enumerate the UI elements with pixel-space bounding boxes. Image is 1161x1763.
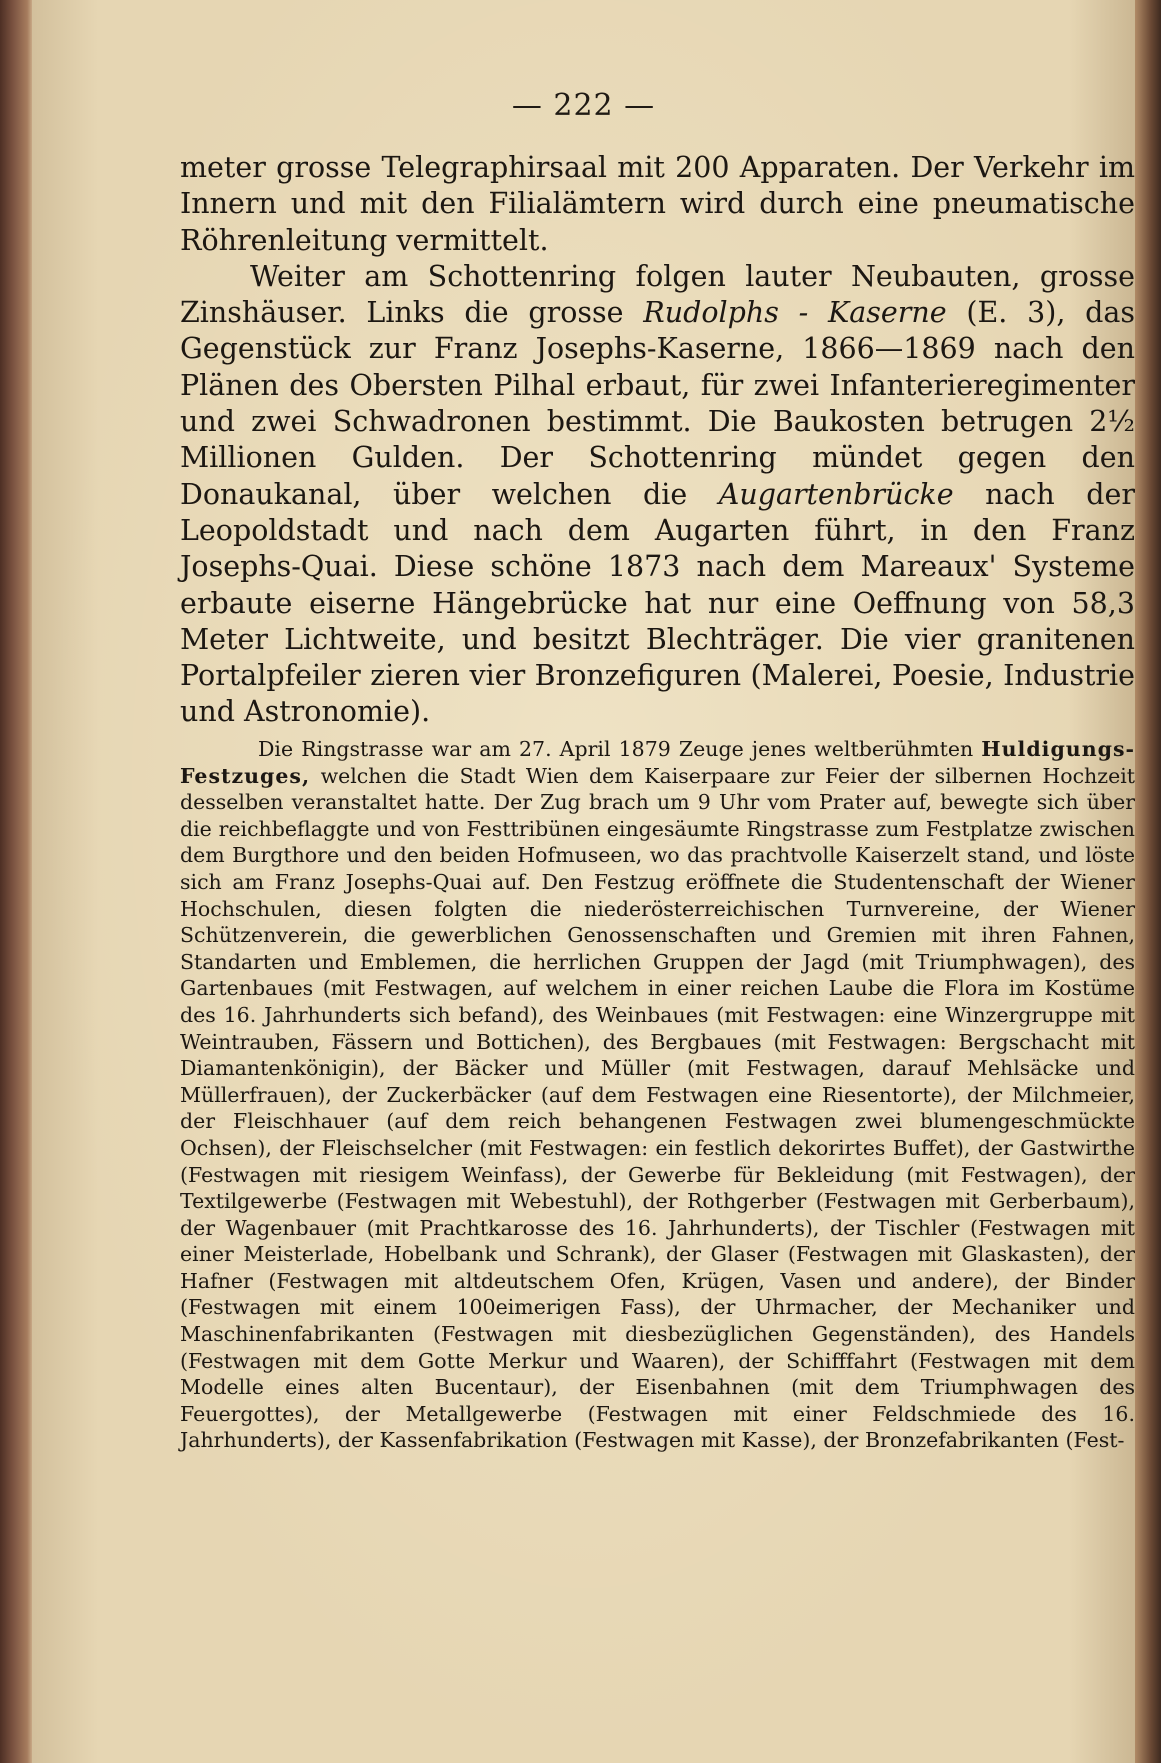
book-spine-shadow [0, 0, 32, 1763]
festzug-note-text-2: welchen die Stadt Wien dem Kaiserpaare zur Feier der silbernen Hochzeit desselben veranstaltet hatte. Der Zug brach um 9 Uhr vom Prater auf, bewegte sich über die reichbeflaggte und von Festtribünen eingesäumte Ringstrasse zum Festplatze zwischen dem Burgthore und den beiden Hofmuseen, wo das prachtvolle Kaiserzelt stand, und löste sich am Franz Josephs-Quai auf. Den Festzug eröffnete die Studentenschaft der Wiener Hochschulen, diesen folgten die niederösterreichischen Turnvereine, der Wiener Schützenverein, die gewerblichen Genossenschaften und Gremien mit ihren Fahnen, Standarten und Emblemen, die herrlichen Gruppen der Jagd (mit Triumphwagen), des Gartenbaues (mit Festwagen, auf welchem in einer reichen Laube die Flora im Kostüme des 16. Jahrhunderts sich befand), des Weinbaues (mit Festwagen: eine Winzergruppe mit Weintrauben, Fässern und Bottichen), des Bergbaues (mit Festwagen: Bergschacht mit Diamantenkönigin), der Bäcker und Müller (mit Festwagen, darauf Mehlsäcke und Müllerfrauen), der Zuckerbäcker (auf dem Festwagen eine Riesentorte), der Milchmeier, der Fleischhauer (auf dem reich behangenen Festwagen zwei blumengeschmückte Ochsen), der Fleischselcher (mit Festwagen: ein festlich dekorirtes Buffet), der Gastwirthe (Festwagen mit riesigem Weinfass), der Gewerbe für Bekleidung (mit Festwagen), der Textilgewerbe (Festwagen mit Webestuhl), der Rothgerber (Festwagen mit Gerberbaum), der Wagenbauer (mit Prachtkarosse des 16. Jahrhunderts), der Tischler (Festwagen mit einer Meisterlade, Hobelbank und Schrank), der Glaser (Festwagen mit Glaskasten), der Hafner (Festwagen mit altdeutschem Ofen, Krügen, Vasen und andere), der Binder (Festwagen mit einem 100eimerigen Fass), der Uhrmacher, der Mechaniker und Maschinenfabrikanten (Festwagen mit diesbezüglichen Gegenständen), des Handels (Festwagen mit dem Gotte Merkur und Waaren), der Schifffahrt (Festwagen mit dem Modelle eines alten Bucentaur), der Eisenbahnen (mit dem Triumphwagen des Feuergottes), der Metallgewerbe (Festwagen mit einer Feldschmiede des 16. Jahrhunderts), der Kassenfabrikation (Festwagen mit Kasse), der Bronzefabrikanten (Fest- [180, 763, 1135, 1453]
page-edge-right [1135, 0, 1161, 1763]
paragraph-schottenring [180, 259, 1135, 731]
festzug-note-paragraph [180, 736, 1135, 1454]
page-number-header: — 222 — [511, 88, 656, 123]
augartenbruecke-italic: Augartenbrücke [718, 477, 954, 511]
festzug-note-text-1: Die Ringstrasse war am 27. April 1879 Zeuge jenes weltberühmten [258, 737, 982, 761]
paragraph-telegraph: meter grosse Telegraphirsaal mit 200 Apparaten. Der Verkehr im Innern und mit den Filialämtern wird durch eine pneumatische Röhrenleitung vermittelt. [180, 151, 1135, 257]
book-page [32, 0, 1135, 1763]
paragraph-schottenring-text-3: nach der Leopoldstadt und nach dem Augarten führt, in den Franz Josephs-Quai. Diese schöne 1873 nach dem Mareaux' Systeme erbaute eiserne Hängebrücke hat nur eine Oeffnung von 58,3 Meter Lichtweite, und besitzt Blechträger. Die vier granitenen Portalpfeiler zieren vier Bronzefiguren (Malerei, Poesie, Industrie und Astronomie). [180, 477, 1135, 729]
paragraph-schottenring-text-2: (E. 3), das Gegenstück zur Franz Josephs-Kaserne, 1866—1869 nach den Plänen des Obersten Pilhal erbaut, für zwei Infanterieregimenter und zwei Schwadronen bestimmt. Die Baukosten betrugen 2½ Millionen Gulden. Der Schottenring mündet gegen den Donaukanal, über welchen die [180, 296, 1135, 511]
rudolphs-kaserne-italic: Rudolphs - Kaserne [643, 296, 947, 330]
paragraph-schottenring-text-1: Weiter am Schottenring folgen lauter Neubauten, grosse Zinshäuser. Links die grosse [180, 259, 1135, 330]
main-body-text [180, 150, 1135, 731]
huldigungs-festzug-spaced: Huldigungs-Festzuges, [180, 737, 1135, 788]
